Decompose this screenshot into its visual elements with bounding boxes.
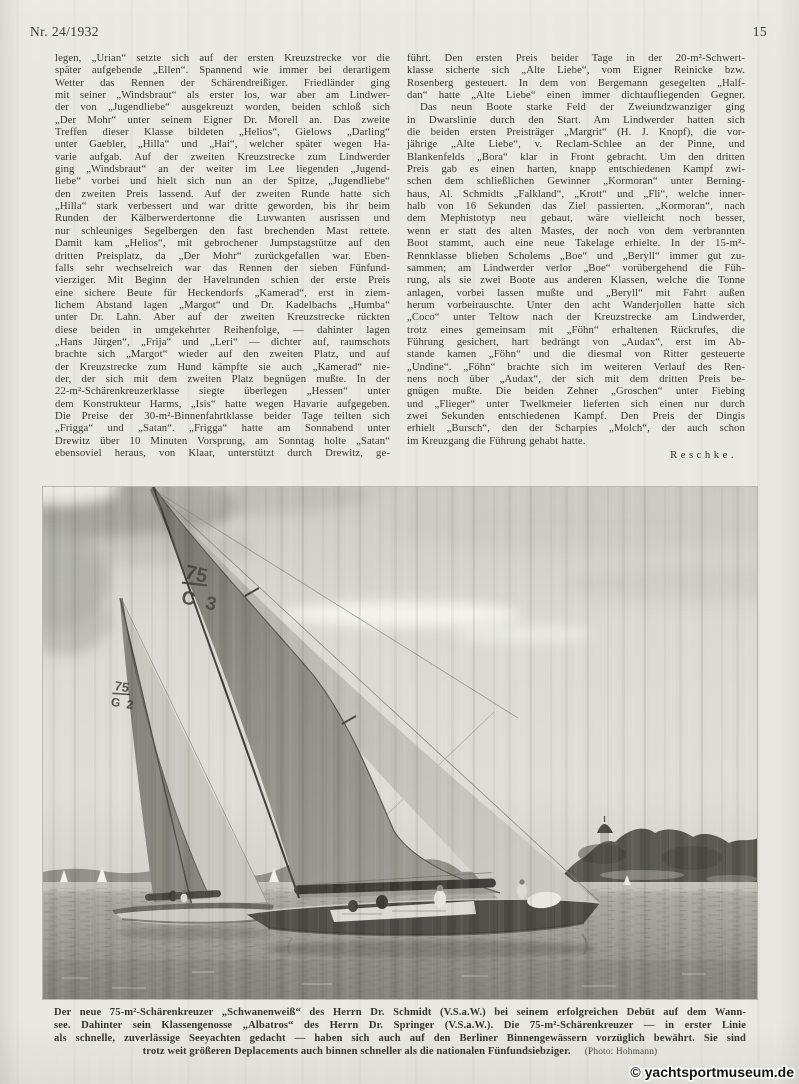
- text-line: Das neun Boote starke Feld der Zweiundzwanziger ging: [420, 101, 745, 114]
- text-line: 22-m²-Schärenkreuzerklasse siegte überlegen „Hessen“ unter: [55, 385, 390, 398]
- text-line: Boot stammt, auch eine neue Takelage erhielte. In der 15-m²-: [407, 237, 745, 250]
- text-line: führt. Den ersten Preis beider Tage in der 20-m²-Schwert-: [407, 52, 745, 64]
- text-line: der, der sich mit dem zweiten Platz begnügen mußte. In der: [55, 372, 390, 385]
- text-line: jährige „Alte Liebe“, v. Reclam-Schlee an der Pinne, und: [407, 138, 745, 151]
- text-line: ging „Windsbraut“ an der weiter im Lee liegenden „Jugend-: [55, 163, 390, 176]
- text-line: rung, als sie zwei Boote aus anderen Klassen, welche die Tonne: [407, 274, 745, 287]
- text-line: und „Flieger“ unter Twelkmeier lieferten sich einen nur durch: [407, 397, 745, 410]
- text-line: dem Konstrukteur Harms, „Isis“ hatte wegen Havarie aufgegeben.: [55, 397, 390, 410]
- text-line: Drewitz über 10 Minuten Vorsprung, am Sonntag holte „Satan“: [55, 434, 390, 447]
- text-line: lichem Abstand lagen „Margot“ und Dr. Kadelbachs „Humba“: [55, 298, 390, 311]
- text-line: stande kamen „Föhn“ und die diesmal von Ritter gesteuerte: [407, 348, 745, 361]
- text-line: sammen; am Lindwerder verlor „Boe“ vorübergehend die Füh-: [407, 261, 745, 274]
- text-line: diese beiden in umgekehrter Reihenfolge, — dahinter lagen: [55, 323, 390, 336]
- photo-sailboats-svg: [42, 486, 758, 1000]
- text-line: später aufgebende „Ellen“. Spannend wie immer bei derartigem: [55, 64, 390, 77]
- text-line: mit seiner „Windsbraut“ als erster los, war aber am Lindwer-: [55, 89, 390, 102]
- text-line: see. Dahinter sein Klassengenosse „Albatros“ des Herrn Dr. Springer (V.S.a.W.). Die 75-m²-Schärenkreuzer — in erster Linie: [54, 1020, 746, 1031]
- text-line: „Der Mohr“ unter seinem Eigner Dr. Morell an. Das zweite: [55, 113, 390, 126]
- text-line: dan“ hatte „Alte Liebe“ einen immer dichtaufliegenden Gegner.: [407, 89, 745, 102]
- text-line: unter Gaebler, „Hilla“ und „Hai“, welcher später wegen Ha-: [55, 138, 390, 151]
- photo-regatta: [42, 486, 758, 1000]
- caption-last-line: [54, 1045, 746, 1059]
- text-line: Wetter das Rennen der Schärendreißiger. Friedländer ging: [55, 76, 390, 89]
- text-line: brachte sich „Margot“ wieder auf den zweiten Platz, und auf: [55, 348, 390, 361]
- text-line: nur schleuniges Segelbergen den fast brechenden Mast rettete.: [55, 224, 390, 237]
- text-line: Damit kam „Helios“, mit gebrochener Jumpstagstütze auf den: [55, 237, 390, 250]
- text-line: im Kreuzgang die Führung gehabt hatte.: [407, 434, 586, 447]
- text-line: Runden der Kälberwerdertonne die Luvwanten ausrissen und: [55, 212, 390, 225]
- text-line: legen, „Urian“ setzte sich auf der ersten Kreuzstrecke vor die: [55, 52, 390, 64]
- text-line: haus, Al. Schmidts „Falkland“, „Krott“ und „Fli“, welche inner-: [407, 187, 745, 200]
- text-line: anlagen, vorbei lassen mußte und „Beryll“ mit Fahrt außen: [407, 286, 745, 299]
- text-line: wenn er statt des alten Mastes, der noch von dem verbrannten: [407, 224, 745, 237]
- page-header: [30, 24, 769, 42]
- text-line: dritten Preisplatz, da „Der Mohr“ zurückgefallen war. Eben-: [55, 249, 390, 262]
- text-line: schen dem schließlichen Gewinner „Kormoran“ unter Berning-: [407, 175, 745, 188]
- scan-streaks-overlay: [42, 486, 758, 1000]
- text-line: Führung gesichert, hart bedrängt von „Audax“, erst im Ab-: [407, 335, 745, 348]
- text-line: „Coco“ unter Teltow nach der Kreuzstrecke am Lindwerder,: [407, 311, 745, 324]
- text-line: als schnelle, zuverlässige Seeyachten gedacht — haben sich auch auf den Berliner Binnengewässern vorzüglich bewährt. Sie sind: [54, 1033, 746, 1044]
- text-line: falls sehr wechselreich war das Rennen der sieben Fünfund-: [55, 261, 390, 274]
- page-number: 15: [752, 24, 767, 39]
- right-column-lines: [407, 52, 745, 447]
- text-line: „Undine“. „Föhn“ brachte sich im weiteren Verlauf des Ren-: [407, 360, 745, 373]
- text-line: erhielt „Bursch“, den der Scharpies „Molch“, der auch schon: [407, 422, 745, 435]
- text-line: liebe“ vorbei und hielt sich nun an der Spitze, „Jugendliebe“: [55, 175, 390, 188]
- article-left-column: [55, 52, 390, 459]
- author-signature: Reschke.: [670, 449, 737, 461]
- text-line: den zweiten Preis lassend. Auf der zweiten Runde hatte sich: [55, 187, 390, 200]
- text-line: Rennklasse blieben Scholems „Boe“ und „Beryll“ immer gut zu-: [407, 249, 745, 262]
- text-line: vierziger. Mit Beginn der Havelrunden schien der erste Preis: [55, 274, 390, 287]
- article-right-column: [407, 52, 745, 462]
- text-line: Die Preise der 30-m²-Binnenfahrtklasse beider Tage teilten sich: [55, 409, 390, 422]
- photo-caption: [54, 1006, 746, 1059]
- text-line: nens noch über „Audax“, der sich mit dem dritten Preis be-: [407, 372, 745, 385]
- watermark: © yachtsportmuseum.de: [630, 1064, 794, 1080]
- text-line: die beiden ersten Preisträger „Margrit“ (H. J. Knopf), die vor-: [407, 126, 745, 139]
- text-line: der von „Jugendliebe“ ausgekreuzt worden, beiden schloß sich: [55, 101, 390, 114]
- text-line: unter Dr. Lahn. Aber auf der zweiten Kreuzstrecke rückten: [55, 311, 390, 324]
- text-line: ebensoviel heraus, von Klaar, unterstützt durch Drewitz, ge-: [55, 447, 390, 459]
- text-line: in Dwarslinie durch den Start. Am Lindwerder hatten sich: [407, 113, 745, 126]
- photo-credit: (Photo: Hohmann): [584, 1047, 658, 1057]
- caption-lines: [54, 1006, 746, 1045]
- text-line: dem Mephistotyp neu gebaut, wäre vielleicht noch besser,: [407, 212, 745, 225]
- text-line: Der neue 75-m²-Schärenkreuzer „Schwanenweiß“ des Herrn Dr. Schmidt (V.S.a.W.) bei seinem erfolgreichen Debüt auf dem Wann-: [54, 1007, 746, 1018]
- text-line: eine sichere Beute für Heckendorfs „Kamerad“, erst in ziem-: [55, 286, 390, 299]
- text-line: varie aufgab. Auf der zweiten Kreuzstrecke zum Lindwerder: [55, 150, 390, 163]
- text-line: zwei Sekunden entschiedenen Kampf. Den Preis der Dingis: [407, 409, 745, 422]
- caption-last-text: trotz weit größeren Deplacements auch binnen schneller als die nationalen Fünfundsiebziger.: [142, 1046, 571, 1057]
- text-line: „Hilla“ stark verbessert und war dritte geworden, bis ihr beim: [55, 200, 390, 213]
- text-line: „Frigga“ und „Satan“. „Frigga“ hatte am Sonnabend unter: [55, 422, 390, 435]
- text-line: klasse sicherte sich „Alte Liebe“, vom Eigner Reinicke bzw.: [407, 64, 745, 77]
- text-line: gnügen mußte. Die beiden Zehner „Groschen“ unter Fiebing: [407, 385, 745, 398]
- text-line: trotz eines gemeinsam mit „Föhn“ erhaltenen Rückrufes, die: [407, 323, 745, 336]
- text-line: Rosenberg gesteuert. In dem von Bergemann gesegelten „Half-: [407, 76, 745, 89]
- text-line: der Kreuzstrecke zum Hund kämpfte sie auch „Kamerad“ nie-: [55, 360, 390, 373]
- text-line: „Hans Jürgen“, „Frija“ und „Leri“ — dichter auf, raumschots: [55, 335, 390, 348]
- text-line: Treffen dieser Klasse bildeten „Helios“, Gielows „Darling“: [55, 126, 390, 139]
- text-line: herum vorbeirauschte. Unter den acht Wanderjollen hatte sich: [407, 298, 745, 311]
- text-line: Blankenfelds „Bora“ klar in Front gebracht. Um den dritten: [407, 150, 745, 163]
- text-line: Preis gab es einen harten, knapp entschiedenen Kampf zwi-: [407, 163, 745, 176]
- issue-number: Nr. 24/1932: [30, 24, 99, 39]
- text-line: halb von 16 Sekunden das Ziel passierten. „Kormoran“, nach: [407, 200, 745, 213]
